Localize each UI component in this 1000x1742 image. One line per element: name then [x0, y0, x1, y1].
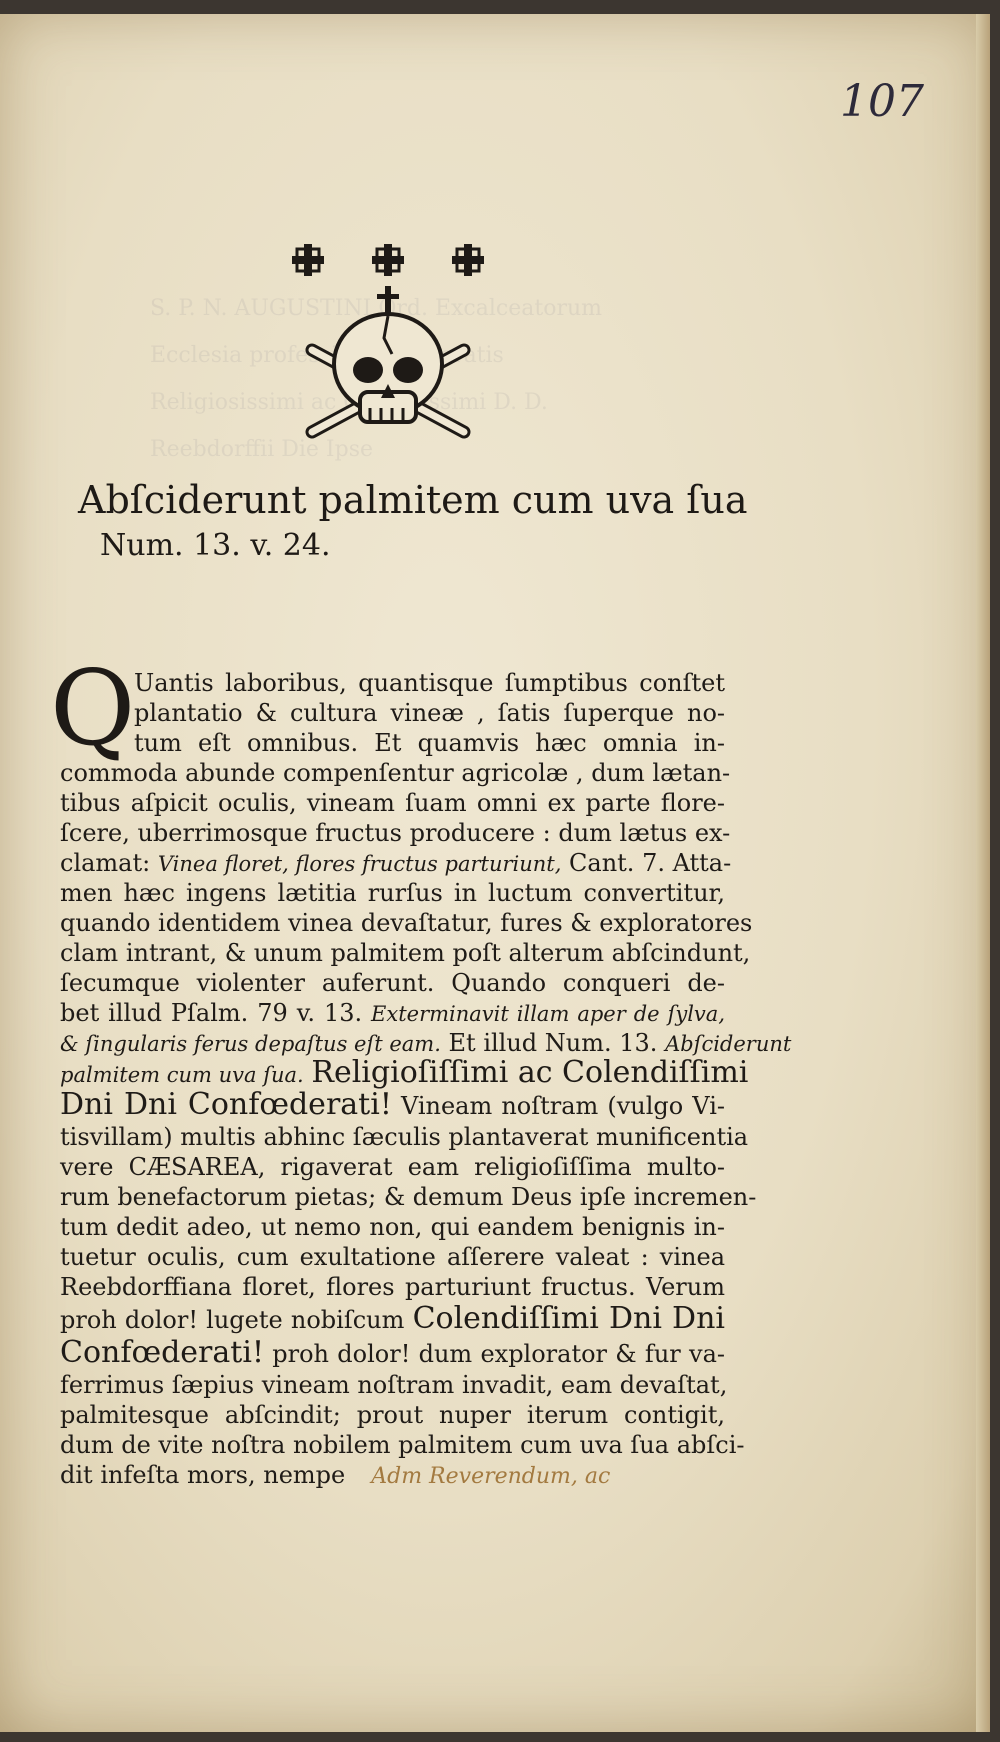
text-line: clam intrant, & unum palmitem poſt alterum abſcindunt,	[60, 939, 751, 967]
memento-mori-icon	[288, 242, 488, 452]
text-line: commoda abunde compenſentur agricolæ , dum lætan-	[60, 759, 731, 787]
folio-number: 107	[840, 76, 924, 127]
text-line: dum de vite noſtra nobilem palmitem cum uva ſua abſci-	[60, 1431, 745, 1459]
address-emphasis: Confœderati!	[60, 1335, 264, 1370]
italic-quotation: & ſingularis ferus depaſtus eſt eam.	[60, 1032, 441, 1056]
address-emphasis: Religioſiſſimi ac Colendiſſimi	[311, 1055, 749, 1090]
text-line	[60, 848, 732, 879]
text-line	[60, 1335, 725, 1370]
text-line: tum eſt omnibus. Et quamvis hæc omnia in-	[134, 729, 725, 757]
text-line: palmitesque abſcindit; prout nuper iterum contigit,	[60, 1401, 725, 1429]
text-line	[60, 1460, 725, 1492]
italic-quotation: Vinea floret, flores fructus parturiunt,	[157, 852, 562, 876]
text-line: plantatio & cultura vineæ , ſatis ſuperque no-	[134, 699, 725, 727]
bleed-line: Religiosissimi ac Colendissimi D. D.	[150, 390, 548, 415]
italic-quotation: palmitem cum uva ſua.	[60, 1063, 304, 1087]
skull-crossbones-ornament	[288, 242, 488, 452]
text-line	[60, 998, 725, 1029]
text-line: ſecumque violenter auferunt. Quando conqueri de-	[60, 969, 725, 997]
text-span: Et illud Num. 13.	[440, 1029, 666, 1057]
text-line: Uantis laboribus, quantisque ſumptibus conſtet	[134, 669, 725, 697]
text-line	[60, 1301, 726, 1336]
italic-quotation: Exterminavit illam aper de ſylva,	[371, 1002, 725, 1026]
text-line: vere CÆSAREA, rigaverat eam religioſiſſima multo-	[60, 1153, 725, 1181]
text-line: men hæc ingens lætitia rurſus in luctum convertitur,	[60, 879, 725, 907]
bleed-line: S. P. N. AUGUSTINI Ord. Excalceatorum	[150, 296, 602, 321]
text-span: Cant. 7. Atta-	[561, 849, 732, 877]
drop-cap: Q	[50, 647, 136, 769]
text-line	[60, 1087, 725, 1122]
page-title: Abſciderunt palmitem cum uva ſua	[78, 478, 748, 522]
text-line: tisvillam) multis abhinc ſæculis plantaverat munificentia	[60, 1123, 749, 1151]
text-span: proh dolor! dum explorator & fur va-	[264, 1340, 725, 1368]
bleed-line: Ecclesia professi,	[150, 343, 345, 368]
text-line: Reebdorffiana floret, flores parturiunt fructus. Verum	[60, 1273, 725, 1301]
address-emphasis: Dni Dni Confœderati!	[60, 1087, 392, 1122]
text-line: ferrimus ſæpius vineam noſtram invadit, eam devaſtat,	[60, 1371, 728, 1399]
bleed-line: Reebdorffii Die Ipse	[150, 437, 373, 462]
text-span: dit infeſta mors, nempe	[60, 1461, 346, 1489]
text-line: rum benefactorum pietas; & demum Deus ipſe incremen-	[60, 1183, 757, 1211]
document-page	[0, 14, 990, 1732]
scripture-reference: Num. 13. v. 24.	[100, 528, 331, 563]
address-emphasis: Colendiſſimi Dni Dni	[412, 1301, 726, 1336]
text-line: quando identidem vinea devaſtatur, fures & exploratores	[60, 909, 753, 937]
text-span: proh dolor! lugete nobiſcum	[60, 1306, 413, 1334]
text-line: tuetur oculis, cum exultatione aſſerere valeat : vinea	[60, 1243, 725, 1271]
text-line: tibus aſpicit oculis, vineam ſuam omni ex parte flore-	[60, 789, 725, 817]
text-line: tum dedit adeo, ut nemo non, qui eandem benignis in-	[60, 1213, 725, 1241]
text-span: clamat:	[60, 849, 158, 877]
text-line	[60, 1055, 749, 1090]
text-span: Vineam noſtram (vulgo Vi-	[391, 1092, 725, 1120]
text-line: ſcere, uberrimosque fructus producere : dum lætus ex-	[60, 819, 731, 847]
italic-quotation: Abſciderunt	[665, 1032, 792, 1056]
text-span: bet illud Pſalm. 79 v. 13.	[60, 999, 372, 1027]
handwritten-note: Adm Reverendum, ac	[371, 1464, 611, 1489]
